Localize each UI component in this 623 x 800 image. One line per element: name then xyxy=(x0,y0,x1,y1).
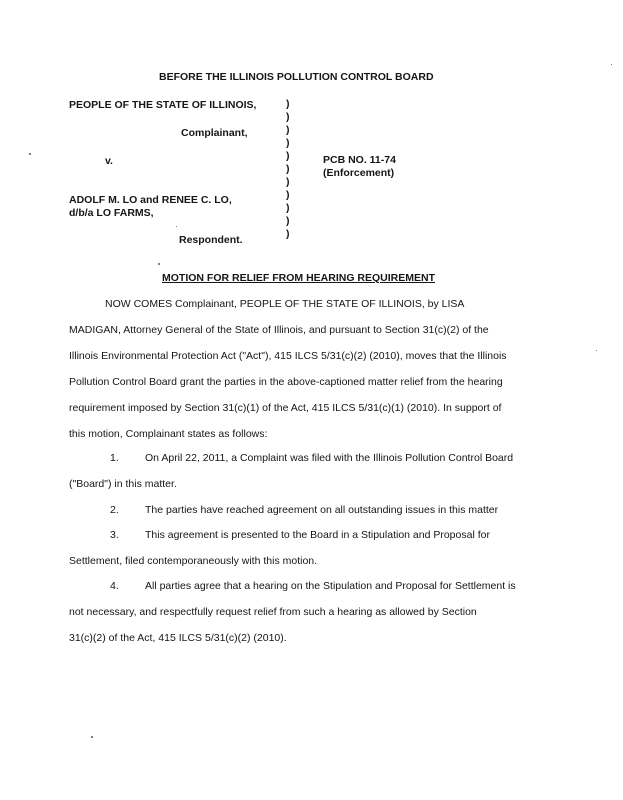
paragraph-line: requirement imposed by Section 31(c)(1) of the Act, 415 ILCS 5/31(c)(1) (2010). In support of xyxy=(69,402,502,414)
item-line: On April 22, 2011, a Complaint was filed with the Illinois Pollution Control Board xyxy=(145,452,514,464)
item-line: Settlement, filed contemporaneously with this motion. xyxy=(69,555,318,567)
defendant-name: ADOLF M. LO and RENEE C. LO, xyxy=(69,194,232,206)
motion-title: MOTION FOR RELIEF FROM HEARING REQUIREMENT xyxy=(162,272,435,284)
item-number: 4. xyxy=(110,580,119,592)
item-line: The parties have reached agreement on all outstanding issues in this matter xyxy=(145,504,499,516)
plaintiff-name: PEOPLE OF THE STATE OF ILLINOIS, xyxy=(69,99,257,111)
item-line: All parties agree that a hearing on the Stipulation and Proposal for Settlement is xyxy=(145,580,516,592)
item-number: 1. xyxy=(110,452,119,464)
scan-speck xyxy=(176,226,177,227)
paragraph-line: NOW COMES Complainant, PEOPLE OF THE STATE OF ILLINOIS, by LISA xyxy=(105,298,465,310)
paragraph-line: this motion, Complainant states as follows: xyxy=(69,428,268,440)
item-line: ("Board") in this matter. xyxy=(69,478,177,490)
scan-speck xyxy=(596,350,597,351)
paragraph-line: Illinois Environmental Protection Act ("Act"), 415 ILCS 5/31(c)(2) (2010), moves that the Illinois xyxy=(69,350,507,362)
case-type: (Enforcement) xyxy=(323,167,395,179)
item-line: not necessary, and respectfully request relief from such a hearing as allowed by Section xyxy=(69,606,477,618)
case-number: PCB NO. 11-74 xyxy=(323,154,396,166)
paragraph-line: Pollution Control Board grant the parties in the above-captioned matter relief from the hearing xyxy=(69,376,503,388)
scan-speck xyxy=(158,263,160,265)
item-line: 31(c)(2) of the Act, 415 ILCS 5/31(c)(2) (2010). xyxy=(69,632,287,644)
scan-speck xyxy=(611,64,612,65)
item-number: 3. xyxy=(110,529,119,541)
paragraph-line: MADIGAN, Attorney General of the State of Illinois, and pursuant to Section 31(c)(2) of the xyxy=(69,324,489,336)
plaintiff-role: Complainant, xyxy=(181,127,248,139)
defendant-role: Respondent. xyxy=(179,234,243,246)
item-line: This agreement is presented to the Board in a Stipulation and Proposal for xyxy=(145,529,490,541)
scan-speck xyxy=(29,153,31,155)
defendant-dba: d/b/a LO FARMS, xyxy=(69,207,154,219)
item-number: 2. xyxy=(110,504,119,516)
scan-speck xyxy=(91,736,93,738)
board-heading: BEFORE THE ILLINOIS POLLUTION CONTROL BOARD xyxy=(159,71,434,83)
versus-label: v. xyxy=(105,155,113,167)
